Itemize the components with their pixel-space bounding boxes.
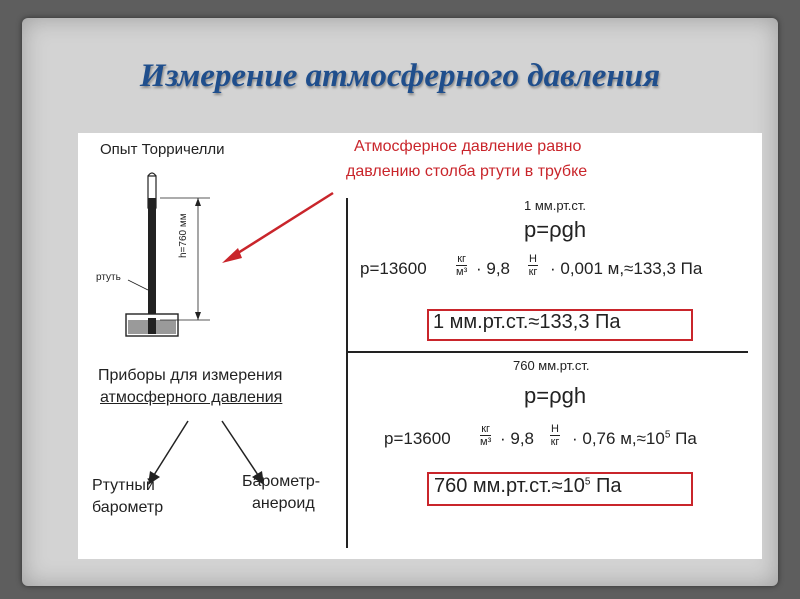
block1-unit2: Н кг <box>528 253 538 278</box>
slide-title: Измерение атмосферного давления <box>139 58 661 94</box>
statement-line-1: Атмосферное давление равно <box>354 138 582 155</box>
mercury-label: ртуть <box>96 272 121 283</box>
block1-result: 1 мм.рт.ст.≈133,3 Па <box>433 311 621 333</box>
mercury-barometer-line-2: барометр <box>92 499 164 516</box>
vertical-divider <box>346 198 348 548</box>
block2-formula: p=ρgh <box>524 383 587 408</box>
block2-unit1: кг м³ <box>480 423 492 448</box>
aneroid-line-2: анероид <box>252 495 315 512</box>
instruments-heading-1: Приборы для измерения <box>98 367 283 384</box>
horizontal-divider <box>346 351 748 353</box>
block2-unit2: Н кг <box>550 423 560 448</box>
block1-formula: p=ρgh <box>524 217 587 242</box>
block1-calc-end: · 0,001 м,≈133,3 Па <box>550 259 703 278</box>
content-panel <box>78 133 762 559</box>
statement-line-2: давлению столба ртути в трубке <box>346 163 588 180</box>
block1-unit1: кг м³ <box>456 253 468 278</box>
red-arrow-icon <box>218 188 338 268</box>
block2-mid: · 9,8 <box>500 429 535 448</box>
block2-result: 760 $мм.рт.ст.\approx 10^5$ Па <box>434 475 622 497</box>
instruments-heading-2: атмосферного давления <box>100 389 283 406</box>
aneroid-line-1: Барометр- <box>242 473 321 490</box>
block2-calc-start: p=13600 <box>384 429 451 448</box>
block1-mid: · 9,8 <box>476 259 511 278</box>
block1-calc-start: p=13600 <box>360 259 427 278</box>
block2-calc-end: · 0,76 $м,\approx 10^5$ Па <box>572 429 697 448</box>
block1-header: 1 мм.рт.ст. <box>524 198 587 213</box>
torricelli-heading: Опыт Торричелли <box>100 141 225 158</box>
height-label: h=760 мм <box>178 213 189 258</box>
mercury-barometer-line-1: Ртутный <box>92 477 155 494</box>
block2-header: 760 мм.рт.ст. <box>513 358 590 373</box>
